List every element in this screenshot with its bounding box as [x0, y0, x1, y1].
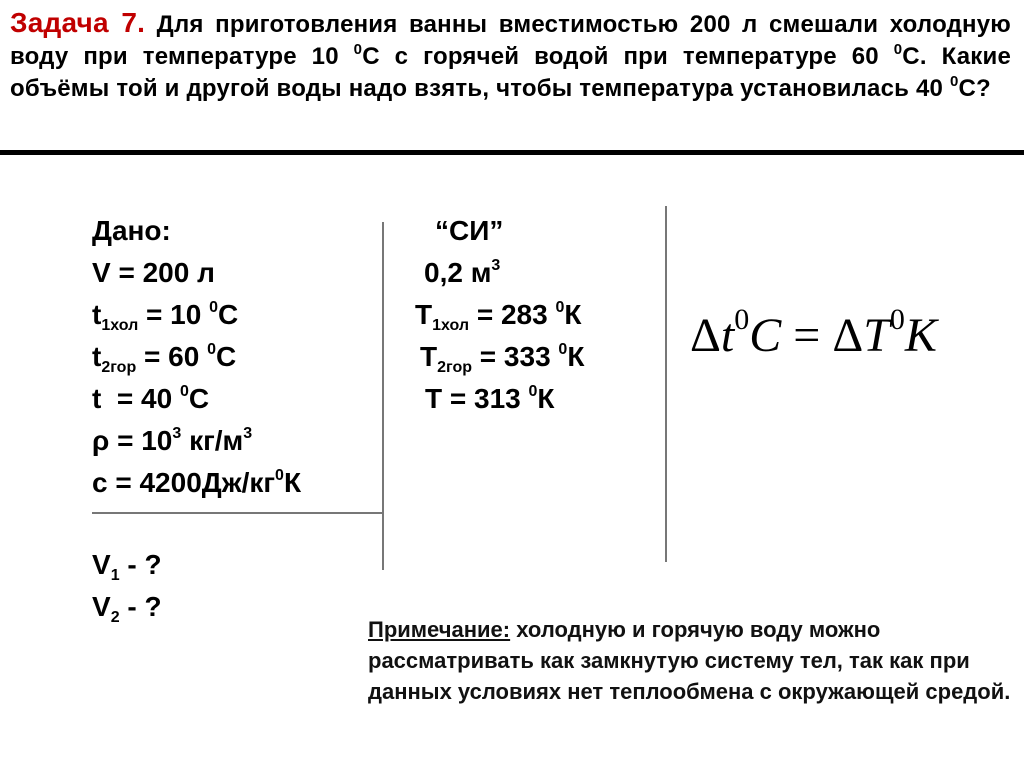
- si-volume: [424, 256, 500, 290]
- task-text-part2: С с горячей водой при температуре 60: [362, 43, 894, 70]
- degree-sup: 0: [734, 303, 750, 336]
- given-heat-capacity: [92, 466, 301, 500]
- unit: С: [215, 341, 237, 372]
- degree-sup: 0: [889, 303, 905, 336]
- degree-sup: 0: [555, 299, 565, 316]
- given-t: [92, 382, 209, 416]
- degree-sup: 0: [179, 383, 189, 400]
- given-t1: [92, 298, 238, 332]
- equals-sign: =: [781, 309, 833, 362]
- subscript: 1хол: [101, 317, 139, 334]
- value: 0,2 м: [424, 257, 492, 288]
- note-block: [368, 614, 1018, 707]
- question: - ?: [119, 549, 162, 580]
- degree-sup: 0: [949, 73, 959, 90]
- given-si-divider: [382, 222, 384, 570]
- task-statement: [10, 7, 1011, 105]
- degree-sup: 0: [275, 467, 284, 484]
- delta-symbol: Δ: [832, 309, 864, 362]
- power-sup: 3: [491, 257, 501, 274]
- value: = 10: [138, 299, 210, 330]
- subscript: 2гор: [437, 359, 473, 376]
- task-header: [0, 0, 1024, 155]
- value: = 60: [136, 341, 208, 372]
- formula-k: K: [904, 309, 937, 362]
- given-volume: V = 200 л: [92, 257, 215, 288]
- value: = 283: [469, 299, 556, 330]
- unit: кг/м: [181, 425, 244, 456]
- value: = 333: [472, 341, 559, 372]
- degree-sup: 0: [528, 383, 538, 400]
- value: с = 4200Дж/кг: [92, 467, 276, 498]
- symbol: Т: [415, 299, 433, 330]
- unit: К: [567, 341, 585, 372]
- power-sup: 3: [172, 425, 182, 442]
- find-v1: [92, 548, 162, 582]
- note-text: холодную и горячую воду можно рассматривать как замкнутую систему тел, так как при данных условиях нет теплообмена с окружающей средой.: [368, 617, 1011, 704]
- value: Т = 313: [425, 383, 529, 414]
- note-title: Примечание:: [368, 617, 511, 642]
- subscript: 2гор: [101, 359, 137, 376]
- value: ρ = 10: [92, 425, 173, 456]
- degree-sup: 0: [353, 41, 363, 58]
- symbol: V: [92, 591, 111, 622]
- given-density: [92, 424, 252, 458]
- given-divider: [92, 512, 384, 514]
- temperature-difference-formula: [690, 303, 937, 366]
- si-formula-divider: [665, 206, 667, 562]
- degree-sup: 0: [209, 299, 219, 316]
- delta-symbol: Δ: [690, 309, 721, 362]
- subscript: 1хол: [432, 317, 470, 334]
- symbol: Т: [420, 341, 438, 372]
- formula-t: t: [720, 309, 735, 362]
- degree-sup: 0: [893, 41, 903, 58]
- given-t2: [92, 340, 236, 374]
- subscript: 1: [110, 567, 120, 584]
- degree-sup: 0: [558, 341, 568, 358]
- task-text-part1: Для приготовления ванны вместимостью 200 л смешали холодную воду при температуре 10: [10, 11, 1011, 70]
- task-text-part3: С. Какие объёмы той и другой воды надо взять, чтобы температура установилась 40: [10, 43, 1012, 102]
- symbol: V: [92, 549, 111, 580]
- si-T2: [420, 340, 584, 374]
- task-label: Задача 7.: [10, 7, 146, 38]
- unit: К: [283, 467, 302, 498]
- unit: С: [188, 383, 210, 414]
- find-v2: [92, 590, 162, 624]
- subscript: 2: [110, 609, 120, 626]
- unit: С: [218, 299, 239, 330]
- si-T: [425, 382, 555, 416]
- si-title: “СИ”: [435, 215, 504, 246]
- degree-sup: 0: [207, 341, 216, 358]
- symbol: t: [92, 299, 102, 330]
- value: t = 40: [92, 383, 180, 414]
- unit: К: [564, 299, 582, 330]
- unit: К: [537, 383, 555, 414]
- si-T1: [415, 298, 581, 332]
- symbol: t: [92, 341, 102, 372]
- power-sup: 3: [243, 425, 253, 442]
- formula-c: C: [749, 309, 782, 362]
- formula-T: T: [863, 309, 890, 362]
- given-title: Дано:: [92, 215, 171, 246]
- task-text-part4: С?: [958, 75, 991, 102]
- question: - ?: [119, 591, 162, 622]
